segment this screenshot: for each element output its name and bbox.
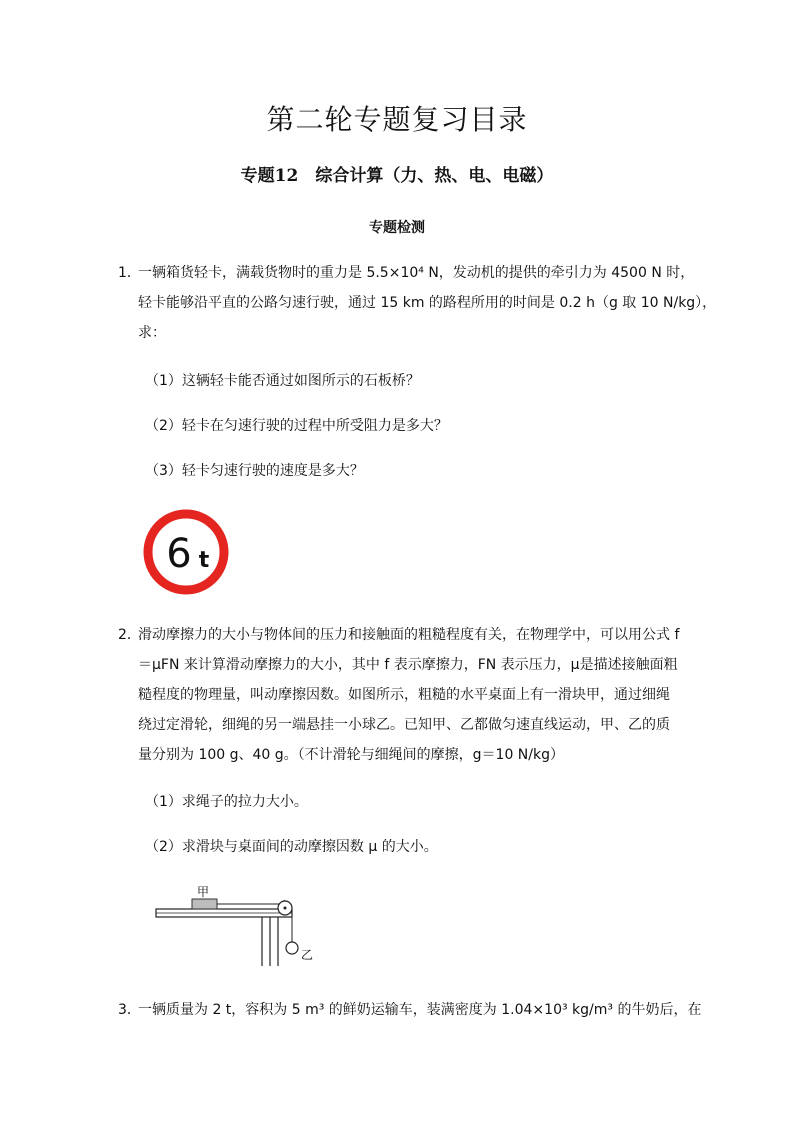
sign-number: 6 (166, 531, 192, 577)
question-3 (118, 995, 702, 1025)
subquestion: （1）求绳子的拉力大小。 (145, 794, 308, 810)
pulley-diagram (140, 880, 330, 979)
subquestion: （2）求滑块与桌面间的动摩擦因数 μ 的大小。 (145, 839, 438, 855)
weight-limit-sign (141, 507, 231, 601)
subquestion: （1）这辆轻卡能否通过如图所示的石板桥？ (145, 373, 420, 389)
ball-label: 乙 (300, 948, 314, 962)
question-text-line: 轻卡能够沿平直的公路匀速行驶，通过 15 km 的路程所用的时间是 0.2 h（g 取 10 N/kg）， (138, 295, 717, 311)
question-text-line: 求： (138, 325, 166, 341)
page-title: 第二轮专题复习目录 (266, 103, 528, 136)
question-number: 3． (118, 1002, 141, 1018)
question-text-line: 滑动摩擦力的大小与物体间的压力和接触面的粗糙程度有关，在物理学中，可以用公式 f (138, 627, 680, 643)
question-text-line: 糙程度的物理量，叫动摩擦因数。如图所示，粗糙的水平桌面上有一滑块甲，通过细绳 (138, 687, 670, 703)
sign-unit: t (198, 548, 210, 573)
block-label: 甲 (196, 885, 210, 899)
subquestion: （2）轻卡在匀速行驶的过程中所受阻力是多大？ (145, 418, 448, 434)
question-text-line: 一辆箱货轻卡，满载货物时的重力是 5.5×10⁴ N，发动机的提供的牵引力为 4500 N 时， (138, 265, 695, 281)
question-number: 1． (118, 265, 141, 281)
section-heading: 专题检测 (369, 220, 425, 236)
topic-title: 专题12 综合计算（力、热、电、电磁） (240, 166, 554, 186)
question-text-line: 一辆质量为 2 t，容积为 5 m³ 的鲜奶运输车，装满密度为 1.04×10³ kg/m³ 的牛奶后，在 (138, 1002, 702, 1018)
subquestion: （3）轻卡匀速行驶的速度是多大？ (145, 463, 364, 479)
question-number: 2． (118, 627, 141, 643)
question-text-line: 绕过定滑轮，细绳的另一端悬挂一小球乙。已知甲、乙都做匀速直线运动，甲、乙的质 (138, 717, 670, 733)
question-text-line: 量分别为 100 g、40 g。（不计滑轮与细绳间的摩擦，g＝10 N/kg） (138, 747, 564, 763)
question-1 (118, 258, 717, 348)
question-2 (118, 620, 698, 770)
question-text-line: ＝μFN 来计算滑动摩擦力的大小，其中 f 表示摩擦力，FN 表示压力，μ是描述接触面粗 (138, 657, 678, 673)
